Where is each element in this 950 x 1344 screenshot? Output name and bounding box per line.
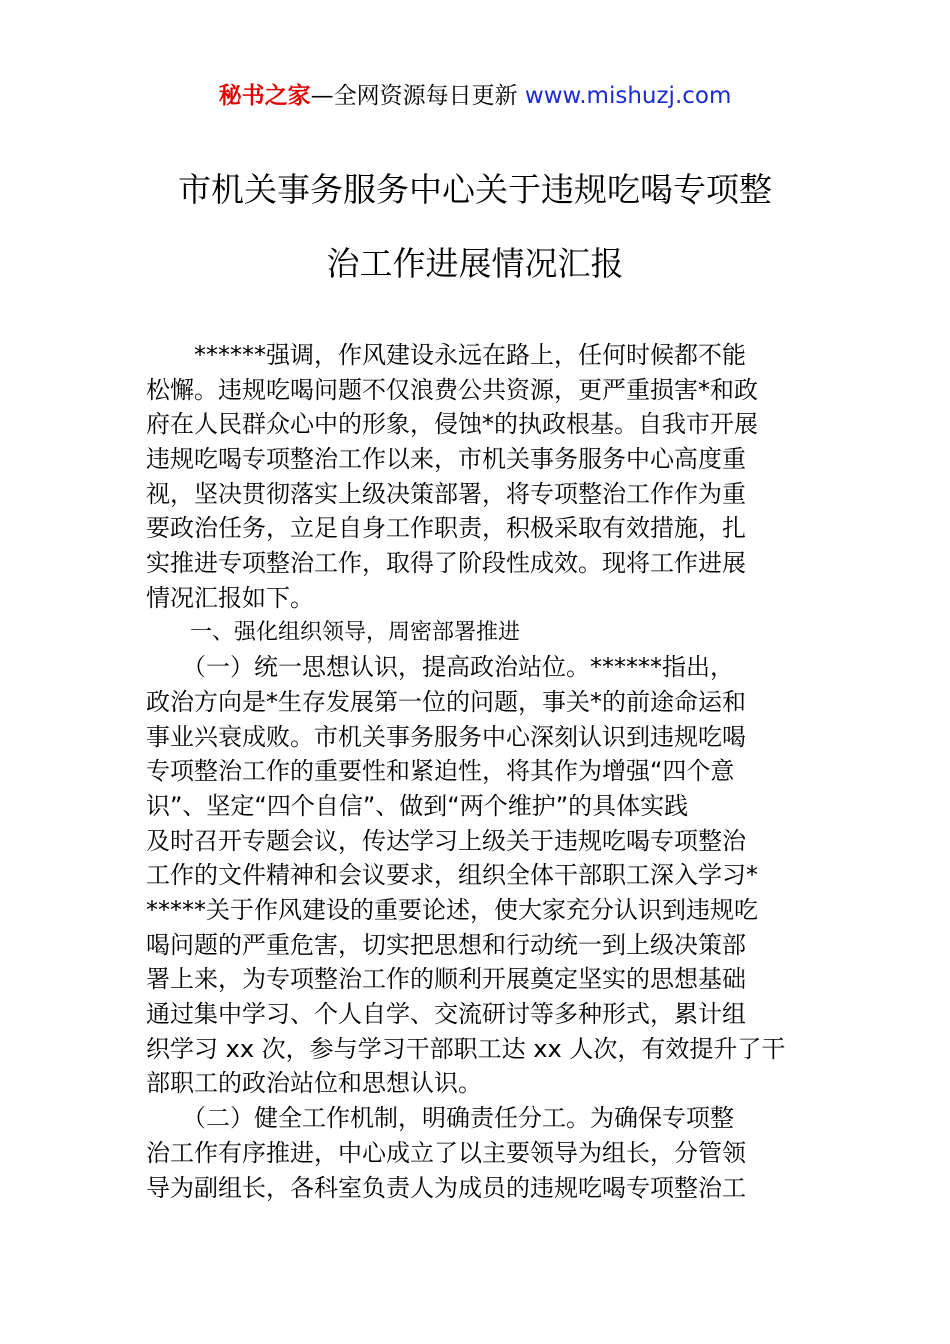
section-heading: 一、强化组织领导，周密部署推进 bbox=[146, 619, 521, 645]
body-line: 识”、坚定“四个自信”、做到“两个维护”的具体实践 bbox=[146, 791, 689, 820]
body-line: 实推进专项整治工作，取得了阶段性成效。现将工作进展 bbox=[146, 549, 746, 578]
body-line: 通过集中学习、个人自学、交流研讨等多种形式，累计组 bbox=[146, 1000, 746, 1029]
brand-name: 秘书之家 bbox=[218, 83, 311, 109]
body-line: 情况汇报如下。 bbox=[146, 583, 314, 612]
body-line: 部职工的政治站位和思想认识。 bbox=[146, 1069, 482, 1098]
body-line: 政治方向是*生存发展第一位的问题，事关*的前途命运和 bbox=[146, 687, 746, 716]
document-body bbox=[146, 338, 808, 1205]
body-line: 治工作有序推进，中心成立了以主要领导为组长，分管领 bbox=[146, 1138, 746, 1167]
body-line: 松懈。违规吃喝问题不仅浪费公共资源，更严重损害*和政 bbox=[146, 375, 758, 404]
title-line: 治工作进展情况汇报 bbox=[326, 244, 624, 283]
body-line: 专项整治工作的重要性和紧迫性，将其作为增强“四个意 bbox=[146, 757, 735, 786]
body-line: （二）健全工作机制，明确责任分工。为确保专项整 bbox=[146, 1104, 734, 1133]
body-line: 及时召开专题会议，传达学习上级关于违规吃喝专项整治 bbox=[146, 826, 746, 855]
body-line: 府在人民群众心中的形象，侵蚀*的执政根基。自我市开展 bbox=[146, 410, 758, 439]
body-line: 违规吃喝专项整治工作以来，市机关事务服务中心高度重 bbox=[146, 445, 746, 474]
body-line: 要政治任务，立足自身工作职责，积极采取有效措施，扎 bbox=[146, 514, 746, 543]
body-line: ******强调，作风建设永远在路上，任何时候都不能 bbox=[146, 341, 746, 369]
document-title bbox=[120, 153, 830, 301]
body-line: 事业兴衰成败。市机关事务服务中心深刻认识到违规吃喝 bbox=[146, 722, 746, 751]
body-line: 工作的文件精神和会议要求，组织全体干部职工深入学习* bbox=[146, 861, 758, 890]
site-banner bbox=[0, 80, 950, 112]
body-line: *****关于作风建设的重要论述，使大家充分认识到违规吃 bbox=[146, 896, 758, 924]
body-line: 织学习 xx 次，参与学习干部职工达 xx 人次，有效提升了干 bbox=[146, 1034, 786, 1063]
title-line: 市机关事务服务中心关于违规吃喝专项整 bbox=[178, 170, 772, 209]
body-line: 视，坚决贯彻落实上级决策部署，将专项整治工作作为重 bbox=[146, 479, 746, 508]
body-line: 导为副组长，各科室负责人为成员的违规吃喝专项整治工 bbox=[146, 1173, 746, 1202]
banner-tagline: —全网资源每日更新 bbox=[310, 83, 525, 109]
body-line: 署上来，为专项整治工作的顺利开展奠定坚实的思想基础 bbox=[146, 965, 746, 994]
site-link[interactable]: www.mishuzj.com bbox=[524, 83, 732, 109]
body-line: 喝问题的严重危害，切实把思想和行动统一到上级决策部 bbox=[146, 930, 746, 959]
body-line: （一）统一思想认识，提高政治站位。******指出， bbox=[146, 653, 734, 682]
